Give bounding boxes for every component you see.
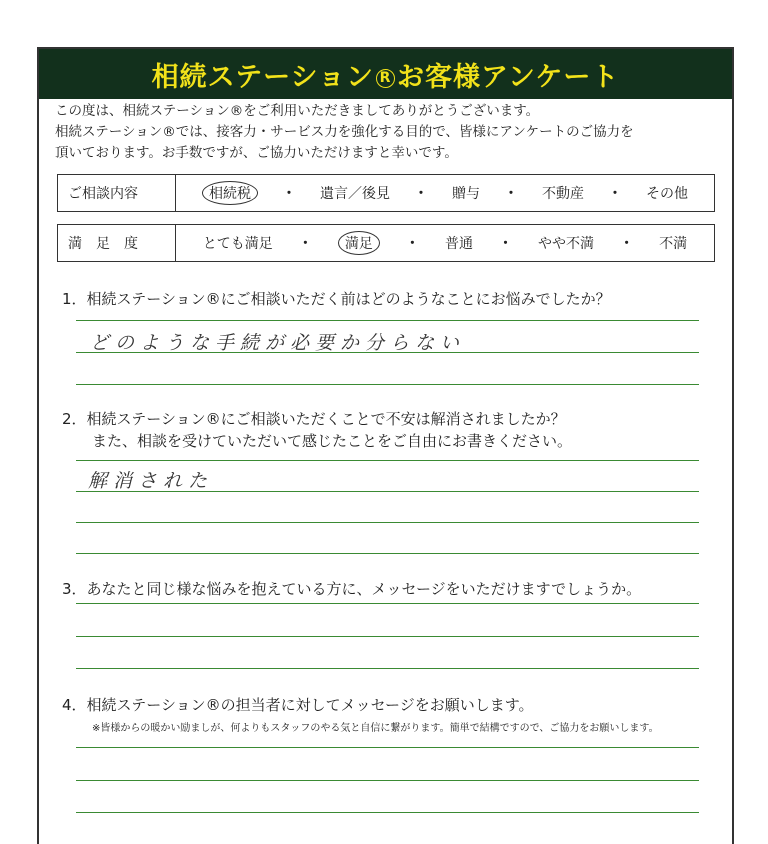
consult-option[interactable]: 遺言／後見: [320, 186, 390, 202]
question-text: 相続ステーション®にご相談いただくことで不安は解消されましたか？: [86, 410, 566, 428]
answer-line[interactable]: [76, 460, 699, 461]
separator: ・: [619, 236, 634, 252]
satisfaction-option[interactable]: 不満: [659, 236, 688, 252]
consult-option-selected[interactable]: 相続税: [202, 181, 258, 205]
header-title-suffix: お客様アンケート: [397, 61, 620, 93]
answer-line[interactable]: [76, 522, 699, 523]
answer-line[interactable]: [76, 780, 699, 781]
answer-line[interactable]: [76, 320, 699, 321]
intro-line: 相続ステーション®では、接客力・サービス力を強化する目的で、皆様にアンケートのご協力を: [55, 124, 634, 140]
consult-option[interactable]: その他: [646, 186, 688, 202]
separator: ・: [498, 236, 513, 252]
question-text: あなたと同じ様な悩みを抱えている方に、メッセージをいただけますでしょうか。: [86, 580, 642, 598]
question-2: [62, 408, 572, 452]
answer-line[interactable]: [76, 636, 699, 637]
consult-type-row: [57, 174, 715, 212]
satisfaction-option[interactable]: やや不満: [538, 236, 595, 252]
answer-line[interactable]: [76, 384, 699, 385]
separator: ・: [414, 186, 428, 202]
consult-option[interactable]: 不動産: [542, 186, 584, 202]
separator: ・: [608, 186, 622, 202]
answer-line[interactable]: [76, 603, 699, 604]
intro-line: 頂いております。お手数ですが、ご協力いただけますと幸いです。: [55, 145, 458, 161]
answer-line[interactable]: [76, 668, 699, 669]
separator: ・: [282, 186, 296, 202]
registered-mark-icon: R: [376, 69, 395, 88]
satisfaction-option[interactable]: 普通: [444, 236, 473, 252]
question-number: 2．: [62, 410, 87, 428]
note-text: ※皆様からの暖かい励ましが、何よりもスタッフのやる気と自信に繋がります。簡単で結構ですので、ご協力をお願いします。: [92, 723, 659, 734]
question-text: 相続ステーション®にご相談いただく前はどのようなことにお悩みでしたか？: [86, 290, 611, 308]
answer-line[interactable]: [76, 553, 699, 554]
answer-line[interactable]: [76, 352, 699, 353]
question-3: [62, 578, 641, 600]
question-text: 相続ステーション®の担当者に対してメッセージをお願いします。: [86, 696, 534, 714]
header-title: 相続ステーション: [151, 61, 374, 93]
answer-line[interactable]: [76, 747, 699, 748]
answer-2-handwriting: 解消された: [88, 470, 214, 492]
satisfaction-option-selected[interactable]: 満足: [338, 231, 380, 255]
separator: ・: [298, 236, 313, 252]
answer-line[interactable]: [76, 812, 699, 813]
question-1: [62, 288, 611, 310]
answer-line[interactable]: [76, 491, 699, 492]
question-text: また、相談を受けていただいて感じたことをご自由にお書きください。: [92, 432, 573, 450]
question-4: [62, 694, 534, 716]
answer-1-handwriting: どのような手続が必要か分らない: [90, 332, 466, 354]
satisfaction-label: 満 足 度: [58, 225, 176, 261]
question-number: 1．: [62, 290, 87, 308]
intro-line: この度は、相続ステーション®をご利用いただきましてありがとうございます。: [55, 103, 540, 119]
question-number: 3．: [62, 580, 87, 598]
intro-text: [55, 101, 715, 164]
satisfaction-option[interactable]: とても満足: [202, 236, 273, 252]
consult-type-label: ご相談内容: [58, 175, 176, 211]
satisfaction-row: [57, 224, 715, 262]
survey-header: [39, 49, 732, 99]
question-number: 4．: [62, 696, 87, 714]
separator: ・: [504, 186, 518, 202]
consult-option[interactable]: 贈与: [452, 186, 480, 202]
separator: ・: [405, 236, 420, 252]
